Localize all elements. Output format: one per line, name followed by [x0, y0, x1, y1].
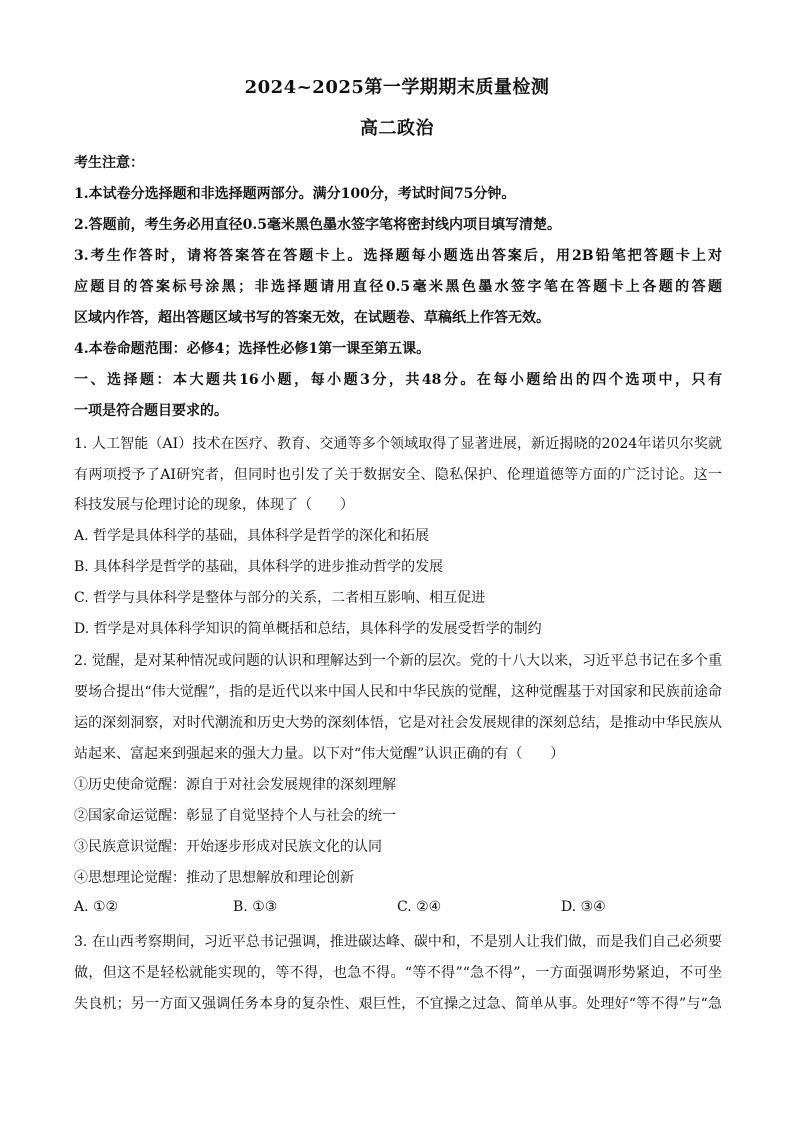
q2-stem-line-2: 要场合提出“伟大觉醒”，指的是近代以来中国人民和中华民族的觉醒，这种觉醒基于对国家和民族前途命: [74, 684, 722, 700]
notice-item-3-line-1: 3.考生作答时，请将答案答在答题卡上。选择题每小题选出答案后，用2B铅笔把答题卡上对: [74, 248, 722, 264]
q1-option-c: C. 哲学与具体科学是整体与部分的关系，二者相互影响、相互促进: [74, 590, 486, 606]
q3-stem-line-3: 失良机；另一方面又强调任务本身的复杂性、艰巨性，不宜操之过急、简单从事。处理好“等不得”与“急: [74, 996, 722, 1012]
notice-item-3-line-2: 应题目的答案标号涂黑；非选择题请用直径0.5毫米黑色墨水签字笔在答题卡上各题的答题: [74, 279, 722, 295]
q1-option-d: D. 哲学是对具体科学知识的简单概括和总结，具体科学的发展受哲学的制约: [74, 621, 542, 637]
q3-stem-line-2: 做，但这不是轻松就能实现的，等不得，也急不得。“等不得”“急不得”，一方面强调形势紧迫，不可坐: [74, 965, 722, 981]
q2-statement-1: ①历史使命觉醒：源自于对社会发展规律的深刻理解: [74, 777, 396, 793]
q2-option-c: C. ②④: [397, 899, 442, 915]
q2-statement-4: ④思想理论觉醒：推动了思想解放和理论创新: [74, 870, 354, 886]
q1-stem-line-1: 1. 人工智能（AI）技术在医疗、教育、交通等多个领域取得了显著进展，新近揭晓的2024年诺贝尔奖就: [74, 436, 722, 452]
q2-stem-line-3: 运的深刻洞察，对时代潮流和历史大势的深刻体悟，它是对社会发展规律的深刻总结，是推动中华民族从: [74, 715, 722, 731]
notice-item-2: 2.答题前，考生务必用直径0.5毫米黑色墨水签字笔将密封线内项目填写清楚。: [74, 217, 561, 233]
q2-stem-line-1: 2. 觉醒，是对某种情况或问题的认识和理解达到一个新的层次。党的十八大以来，习近平总书记在多个重: [74, 653, 722, 669]
q2-stem-line-4: 站起来、富起来到强起来的强大力量。以下对“伟大觉醒”认识正确的有（ ）: [74, 746, 565, 762]
q1-option-a: A. 哲学是具体科学的基础，具体科学是哲学的深化和拓展: [74, 528, 430, 544]
notice-item-3-line-3: 区域内作答，超出答题区域书写的答案无效，在试题卷、草稿纸上作答无效。: [74, 310, 550, 326]
section-heading-line-2: 一项是符合题目要求的。: [74, 403, 228, 419]
q2-statement-3: ③民族意识觉醒：开始逐步形成对民族文化的认同: [74, 839, 382, 855]
q2-option-b: B. ①③: [233, 899, 278, 915]
notice-heading: 考生注意：: [74, 155, 144, 171]
q2-option-d: D. ③④: [561, 899, 606, 915]
exam-subject: 高二政治: [360, 118, 434, 139]
notice-item-1: 1.本试卷分选择题和非选择题两部分。满分100分，考试时间75分钟。: [74, 186, 516, 202]
q1-stem-line-2: 有两项授予了AI研究者，但同时也引发了关于数据安全、隐私保护、伦理道德等方面的广泛讨论。这一: [74, 467, 722, 483]
notice-item-4: 4.本卷命题范围：必修4；选择性必修1第一课至第五课。: [74, 341, 431, 357]
q2-statement-2: ②国家命运觉醒：彰显了自觉坚持个人与社会的统一: [74, 808, 396, 824]
q2-option-a: A. ①②: [74, 899, 119, 915]
q1-option-b: B. 具体科学是哲学的基础，具体科学的进步推动哲学的发展: [74, 559, 444, 575]
section-heading-line-1: 一、选择题：本大题共16小题，每小题3分，共48分。在每小题给出的四个选项中，只有: [74, 372, 722, 388]
q1-stem-line-3: 科技发展与伦理讨论的现象，体现了（ ）: [74, 497, 354, 513]
exam-title: 2024~2025第一学期期末质量检测: [244, 77, 550, 98]
q3-stem-line-1: 3. 在山西考察期间，习近平总书记强调，推进碳达峰、碳中和，不是别人让我们做，而是我们自己必须要: [74, 934, 722, 950]
